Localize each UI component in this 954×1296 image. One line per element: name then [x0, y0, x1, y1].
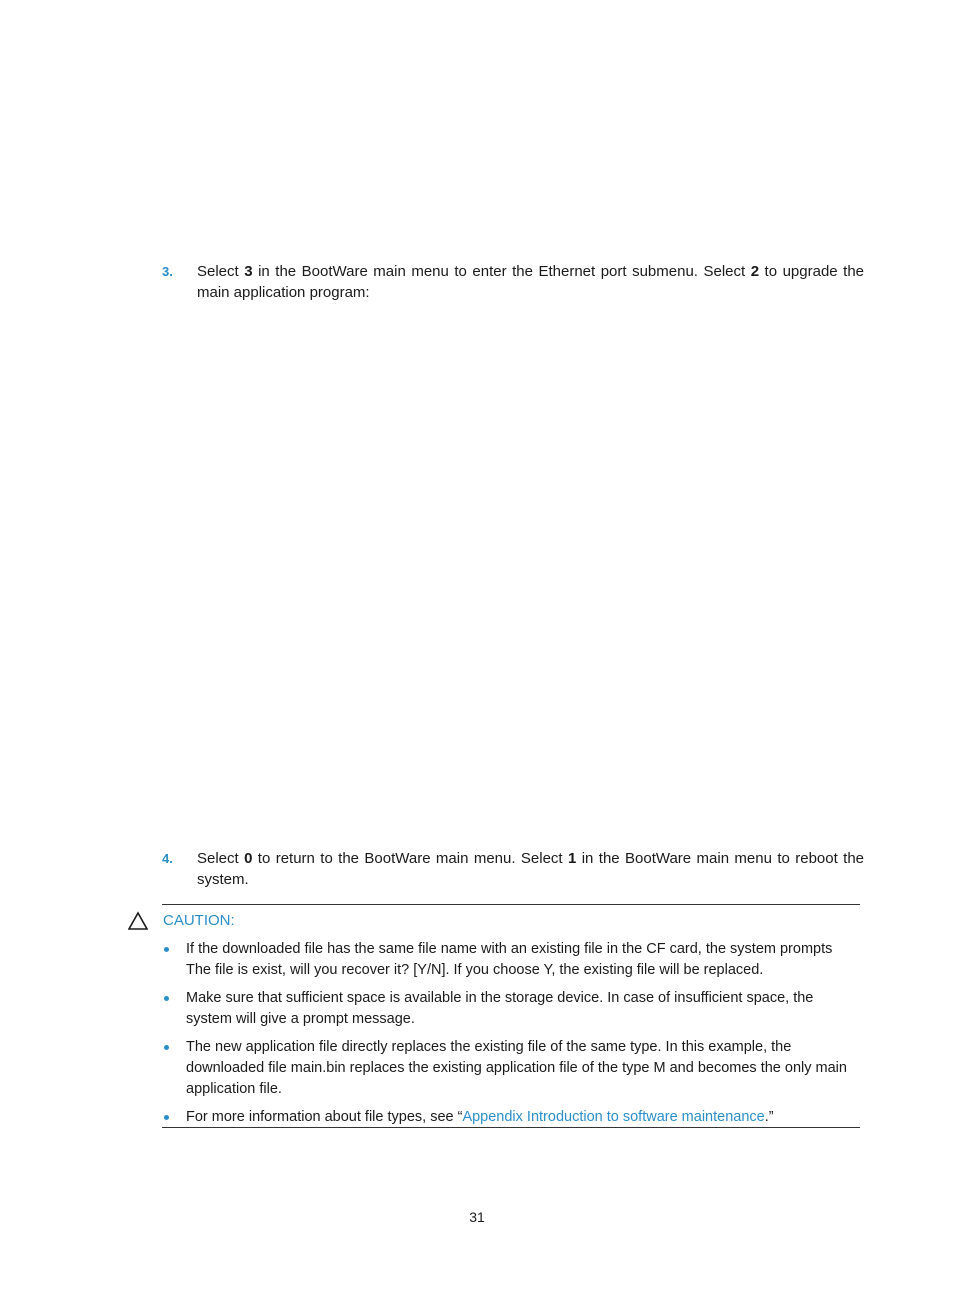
step-text [197, 261, 864, 303]
step-text [197, 848, 864, 890]
caution-item-text: For more information about file types, see “ [186, 1109, 463, 1125]
caution-bottom-rule [162, 1127, 860, 1128]
bullet-icon [164, 1045, 169, 1050]
step-4 [162, 848, 864, 890]
menu-option-value: 0 [244, 850, 253, 867]
step-number: 4. [162, 851, 173, 866]
warning-triangle-icon [128, 911, 148, 931]
menu-option-value: 3 [244, 263, 253, 280]
caution-item-text: Make sure that sufficient space is available in the storage device. In case of insufficient space, the system will give a prompt message. [186, 990, 814, 1027]
caution-heading: CAUTION: [163, 912, 235, 929]
caution-item-text: The new application file directly replaces the existing file of the same type. In this example, the downloaded file main.bin replaces the existing application file of the type M and becomes the only main application file. [186, 1039, 847, 1097]
step-text-part: to upgrade the main application program: [197, 263, 865, 301]
bullet-icon [164, 1115, 169, 1120]
step-text-part: in the BootWare main menu to enter the Ethernet port submenu. Select [252, 263, 751, 280]
menu-option-value: 1 [567, 850, 577, 867]
bullet-icon [164, 996, 169, 1001]
caution-top-rule [162, 904, 860, 905]
caution-list-item [162, 1037, 860, 1100]
step-text-part: Select [197, 850, 245, 867]
caution-item-text: .” [764, 1109, 774, 1125]
appendix-link[interactable]: Appendix Introduction to software maintenance [462, 1109, 765, 1125]
caution-list [162, 939, 860, 1135]
caution-list-item [162, 1107, 860, 1128]
caution-list-item [162, 939, 860, 981]
caution-list-item [162, 988, 860, 1030]
caution-item-text: If the downloaded file has the same file name with an existing file in the CF card, the system prompts The file is exist, will you recover it? [Y/N]. If you choose Y, the existing file will be replaced. [186, 941, 833, 978]
step-text-part: in the BootWare main menu to reboot the system. [197, 850, 865, 888]
step-number: 3. [162, 264, 173, 279]
step-3 [162, 261, 864, 303]
bullet-icon [164, 947, 169, 952]
page-number: 31 [469, 1209, 485, 1225]
menu-option-value: 2 [750, 263, 760, 280]
step-text-part: to return to the BootWare main menu. Select [252, 850, 568, 867]
step-text-part: Select [197, 263, 245, 280]
